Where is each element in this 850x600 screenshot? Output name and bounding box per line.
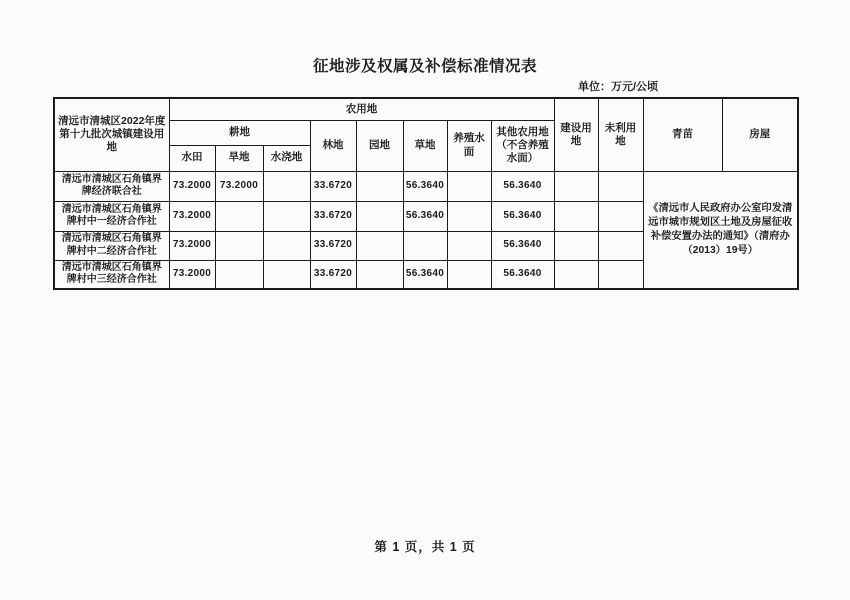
cell-paddy-field: 73.2000: [169, 260, 215, 289]
cell-unused-land: [598, 231, 643, 260]
page-title: 征地涉及权属及补偿标准情况表: [312, 58, 537, 75]
header-irrigated-land: 水浇地: [263, 145, 310, 171]
table-row: [54, 171, 798, 201]
cell-forest-land: 33.6720: [310, 231, 356, 260]
cell-grassland: 56.3640: [403, 171, 447, 201]
corner-header-project-name: 清远市清城区2022年度第十九批次城镇建设用地: [54, 98, 169, 171]
cell-dry-land: [215, 231, 263, 260]
cell-forest-land: 33.6720: [310, 171, 356, 201]
cell-irrigated-land: [263, 171, 310, 201]
cell-other-agricultural: 56.3640: [491, 260, 554, 289]
cell-forest-land: 33.6720: [310, 260, 356, 289]
header-construction-land: 建设用地: [554, 98, 598, 171]
cell-other-agricultural: 56.3640: [491, 171, 554, 201]
header-dry-land: 旱地: [215, 145, 263, 171]
cell-aquaculture-water: [447, 231, 491, 260]
cell-other-agricultural: 56.3640: [491, 231, 554, 260]
cell-construction-land: [554, 201, 598, 231]
cell-owner-name: 清远市清城区石角镇界牌村中二经济合作社: [54, 231, 169, 260]
page-number-footer: 第 1 页，共 1 页: [374, 540, 476, 554]
cell-construction-land: [554, 260, 598, 289]
cell-aquaculture-water: [447, 201, 491, 231]
cell-irrigated-land: [263, 231, 310, 260]
cell-aquaculture-water: [447, 260, 491, 289]
cell-garden-land: [356, 260, 403, 289]
cell-owner-name: 清远市清城区石角镇界牌经济联合社: [54, 171, 169, 201]
cell-garden-land: [356, 231, 403, 260]
header-aquaculture-water: 养殖水面: [447, 120, 491, 171]
cell-paddy-field: 73.2000: [169, 231, 215, 260]
cell-construction-land: [554, 231, 598, 260]
header-unused-land: 未利用地: [598, 98, 643, 171]
cell-dry-land: [215, 201, 263, 231]
cell-garden-land: [356, 201, 403, 231]
cell-grassland: [403, 231, 447, 260]
header-grassland: 草地: [403, 120, 447, 171]
cell-construction-land: [554, 171, 598, 201]
header-forest-land: 林地: [310, 120, 356, 171]
header-paddy-field: 水田: [169, 145, 215, 171]
header-row-1: [54, 98, 798, 120]
cell-unused-land: [598, 201, 643, 231]
cell-garden-land: [356, 171, 403, 201]
cell-paddy-field: 73.2000: [169, 171, 215, 201]
cell-irrigated-land: [263, 260, 310, 289]
cell-grassland: 56.3640: [403, 260, 447, 289]
cell-forest-land: 33.6720: [310, 201, 356, 231]
compensation-policy-notice: 《清远市人民政府办公室印发清远市城市规划区土地及房屋征收补偿安置办法的通知》（清府办（2013）19号）: [643, 171, 798, 289]
compensation-table: [53, 97, 799, 290]
cell-owner-name: 清远市清城区石角镇界牌村中三经济合作社: [54, 260, 169, 289]
cell-dry-land: [215, 260, 263, 289]
cell-grassland: 56.3640: [403, 201, 447, 231]
header-agricultural-land: 农用地: [169, 98, 554, 120]
cell-dry-land: 73.2000: [215, 171, 263, 201]
cell-irrigated-land: [263, 201, 310, 231]
unit-note: 单位：万元/公顷: [578, 81, 659, 93]
header-cultivated-land: 耕地: [169, 120, 310, 145]
header-other-agricultural: 其他农用地（不含养殖水面）: [491, 120, 554, 171]
cell-owner-name: 清远市清城区石角镇界牌村中一经济合作社: [54, 201, 169, 231]
header-garden-land: 园地: [356, 120, 403, 171]
header-housing: 房屋: [722, 98, 798, 171]
cell-aquaculture-water: [447, 171, 491, 201]
header-green-seedlings: 青苗: [643, 98, 722, 171]
cell-unused-land: [598, 171, 643, 201]
cell-other-agricultural: 56.3640: [491, 201, 554, 231]
cell-paddy-field: 73.2000: [169, 201, 215, 231]
cell-unused-land: [598, 260, 643, 289]
